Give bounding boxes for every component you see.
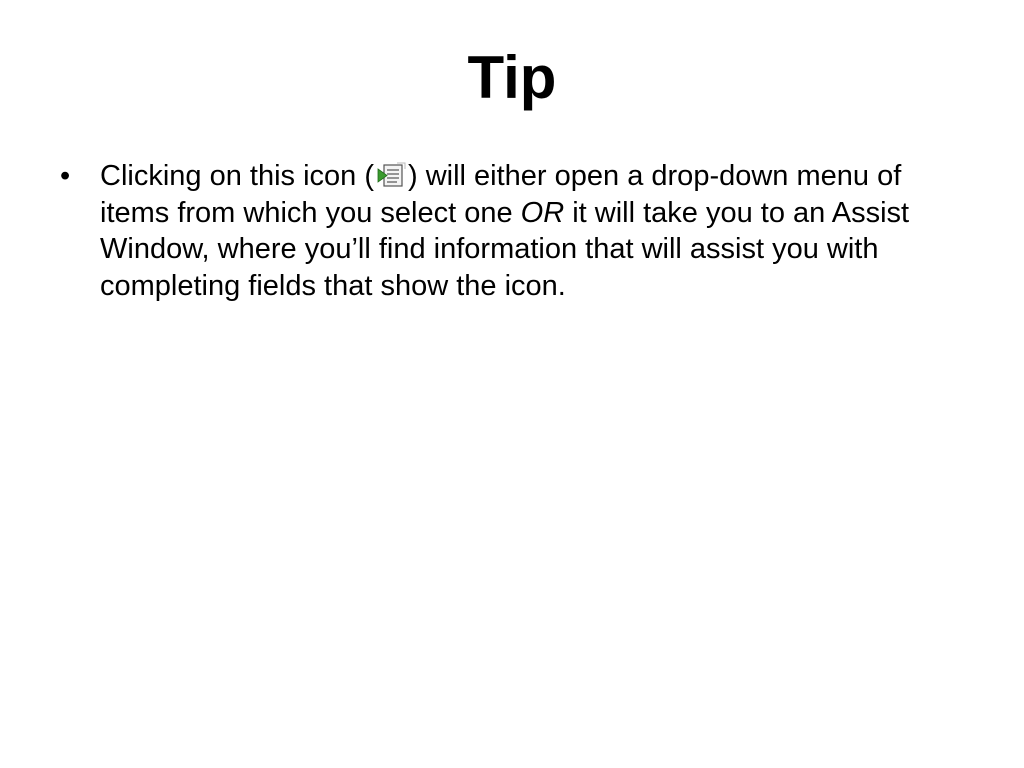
bullet-list	[56, 158, 956, 304]
bullet-item	[56, 158, 956, 304]
bullet-text-middle: ) will either open a drop-down menu of items from which you select one	[100, 160, 902, 229]
bullet-emphasis: OR	[520, 196, 565, 229]
assist-window-icon	[375, 161, 407, 191]
slide-title: Tip	[467, 44, 557, 111]
bullet-symbol: •	[60, 160, 71, 192]
bullet-text-end: it will take you to an Assist Window, where you’ll find information that will assist you with completing fields that show the icon.	[100, 196, 910, 302]
bullet-text-start: Clicking on this icon (	[100, 160, 374, 192]
